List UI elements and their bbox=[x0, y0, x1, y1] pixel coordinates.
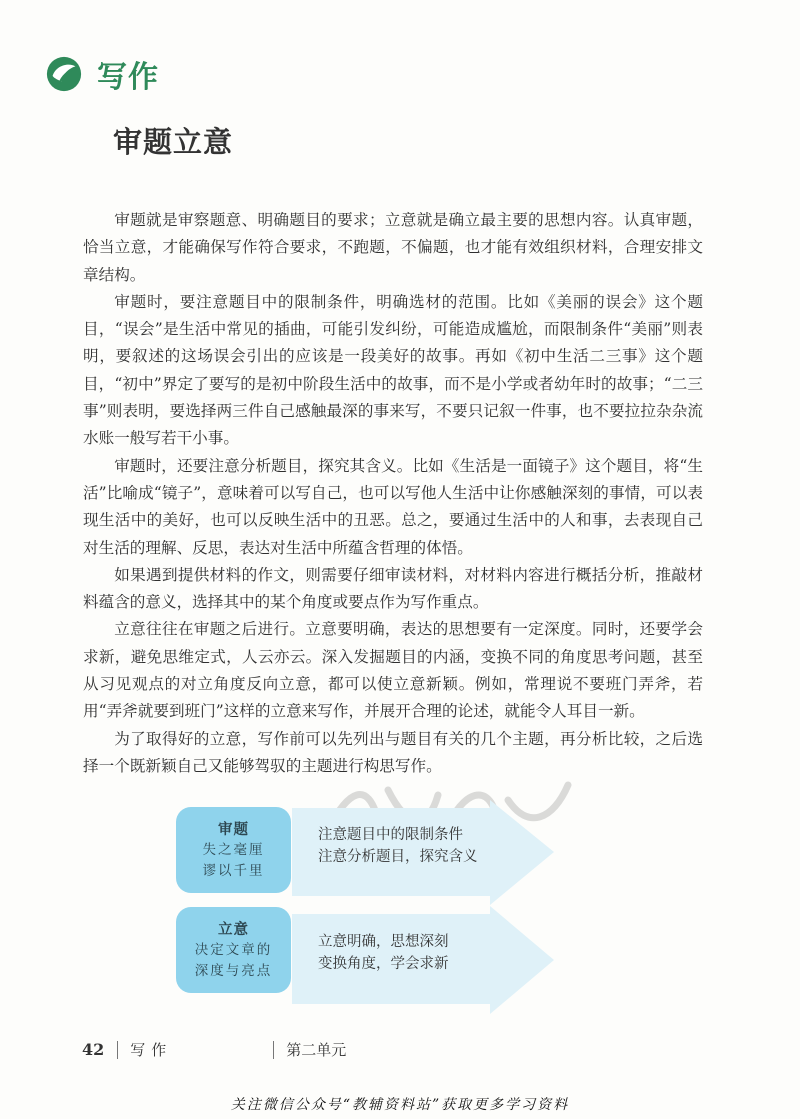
footer-section: 写作 bbox=[130, 1041, 173, 1059]
concept-box-liyi bbox=[176, 907, 291, 993]
paragraph: 审题时，还要注意分析题目，探究其含义。比如《生活是一面镜子》这个题目，将“生活”比喻成“镜子”，意味着可以写自己，也可以写他人生活中让你感触深刻的事情，可以表现生活中的美好，也可以反映生活中的丑恶。总之，要通过生活中的人和事，去表现自己对生活的理解、反思，表达对生活中所蕴含哲理的体悟。 bbox=[83, 456, 703, 557]
lesson-body bbox=[83, 207, 703, 780]
concept-line: 决定文章的 bbox=[194, 941, 273, 958]
section-header bbox=[45, 52, 159, 96]
concept-point: 变换角度，学会求新 bbox=[318, 956, 449, 972]
page-number: 42 bbox=[82, 1040, 105, 1059]
paragraph: 审题时，要注意题目中的限制条件，明确选材的范围。比如《美丽的误会》这个题目，“误会”是生活中常见的插曲，可能引发纠纷，可能造成尴尬，而限制条件“美丽”则表明，要叙述的这场误会引出的应该是一段美好的故事。再如《初中生活二三事》这个题目，“初中”界定了要写的是初中阶段生活中的故事，而不是小学或者幼年时的故事；“二三事”则表明，要选择两三件自己感触最深的事来写，不要只记叙一件事，也不要拉拉杂杂流水账一般写若干小事。 bbox=[83, 292, 703, 448]
section-title: 写作 bbox=[97, 60, 159, 95]
concept-diagram bbox=[0, 800, 800, 1020]
paragraph: 为了取得好的立意，写作前可以先列出与题目有关的几个主题，再分析比较，之后选择一个既新颖自己又能够驾驭的主题进行构思写作。 bbox=[83, 729, 703, 775]
concept-line: 谬以千里 bbox=[202, 862, 265, 879]
globe-leaf-icon bbox=[45, 55, 83, 93]
concept-point: 注意题目中的限制条件 bbox=[318, 827, 463, 843]
concept-heading: 审题 bbox=[218, 820, 249, 838]
paragraph: 审题就是审察题意、明确题目的要求；立意就是确立最主要的思想内容。认真审题，恰当立意，才能确保写作符合要求，不跑题，不偏题，也才能有效组织材料，合理安排文章结构。 bbox=[83, 211, 703, 284]
concept-points bbox=[318, 824, 478, 868]
bottom-note: 关注微信公众号“教辅资料站”获取更多学习资料 bbox=[230, 1097, 570, 1113]
paragraph: 如果遇到提供材料的作文，则需要仔细审读材料，对材料内容进行概括分析，推敲材料蕴含的意义，选择其中的某个角度或要点作为写作重点。 bbox=[83, 565, 703, 612]
concept-line: 深度与亮点 bbox=[194, 962, 273, 979]
concept-points bbox=[318, 931, 449, 975]
lesson-title: 审题立意 bbox=[113, 125, 234, 159]
concept-point: 立意明确，思想深刻 bbox=[318, 934, 449, 950]
concept-box-shenti bbox=[176, 807, 291, 893]
footer-unit: 第二单元 bbox=[286, 1041, 347, 1059]
paragraph: 立意往往在审题之后进行。立意要明确，表达的思想要有一定深度。同时，还要学会求新，避免思维定式，人云亦云。深入发掘题目的内涵，变换不同的角度思考问题，甚至从习见观点的对立角度反向立意，都可以使立意新颖。例如，常理说不要班门弄斧，若用“弄斧就要到班门”这样的立意来写作，并展开合理的论述，就能令人耳目一新。 bbox=[83, 620, 703, 721]
concept-point: 注意分析题目，探究含义 bbox=[318, 849, 478, 865]
footer-divider bbox=[117, 1041, 118, 1059]
concept-line: 失之毫厘 bbox=[202, 841, 265, 858]
page-footer bbox=[82, 1039, 346, 1060]
concept-heading: 立意 bbox=[218, 920, 249, 938]
footer-divider bbox=[273, 1041, 274, 1059]
